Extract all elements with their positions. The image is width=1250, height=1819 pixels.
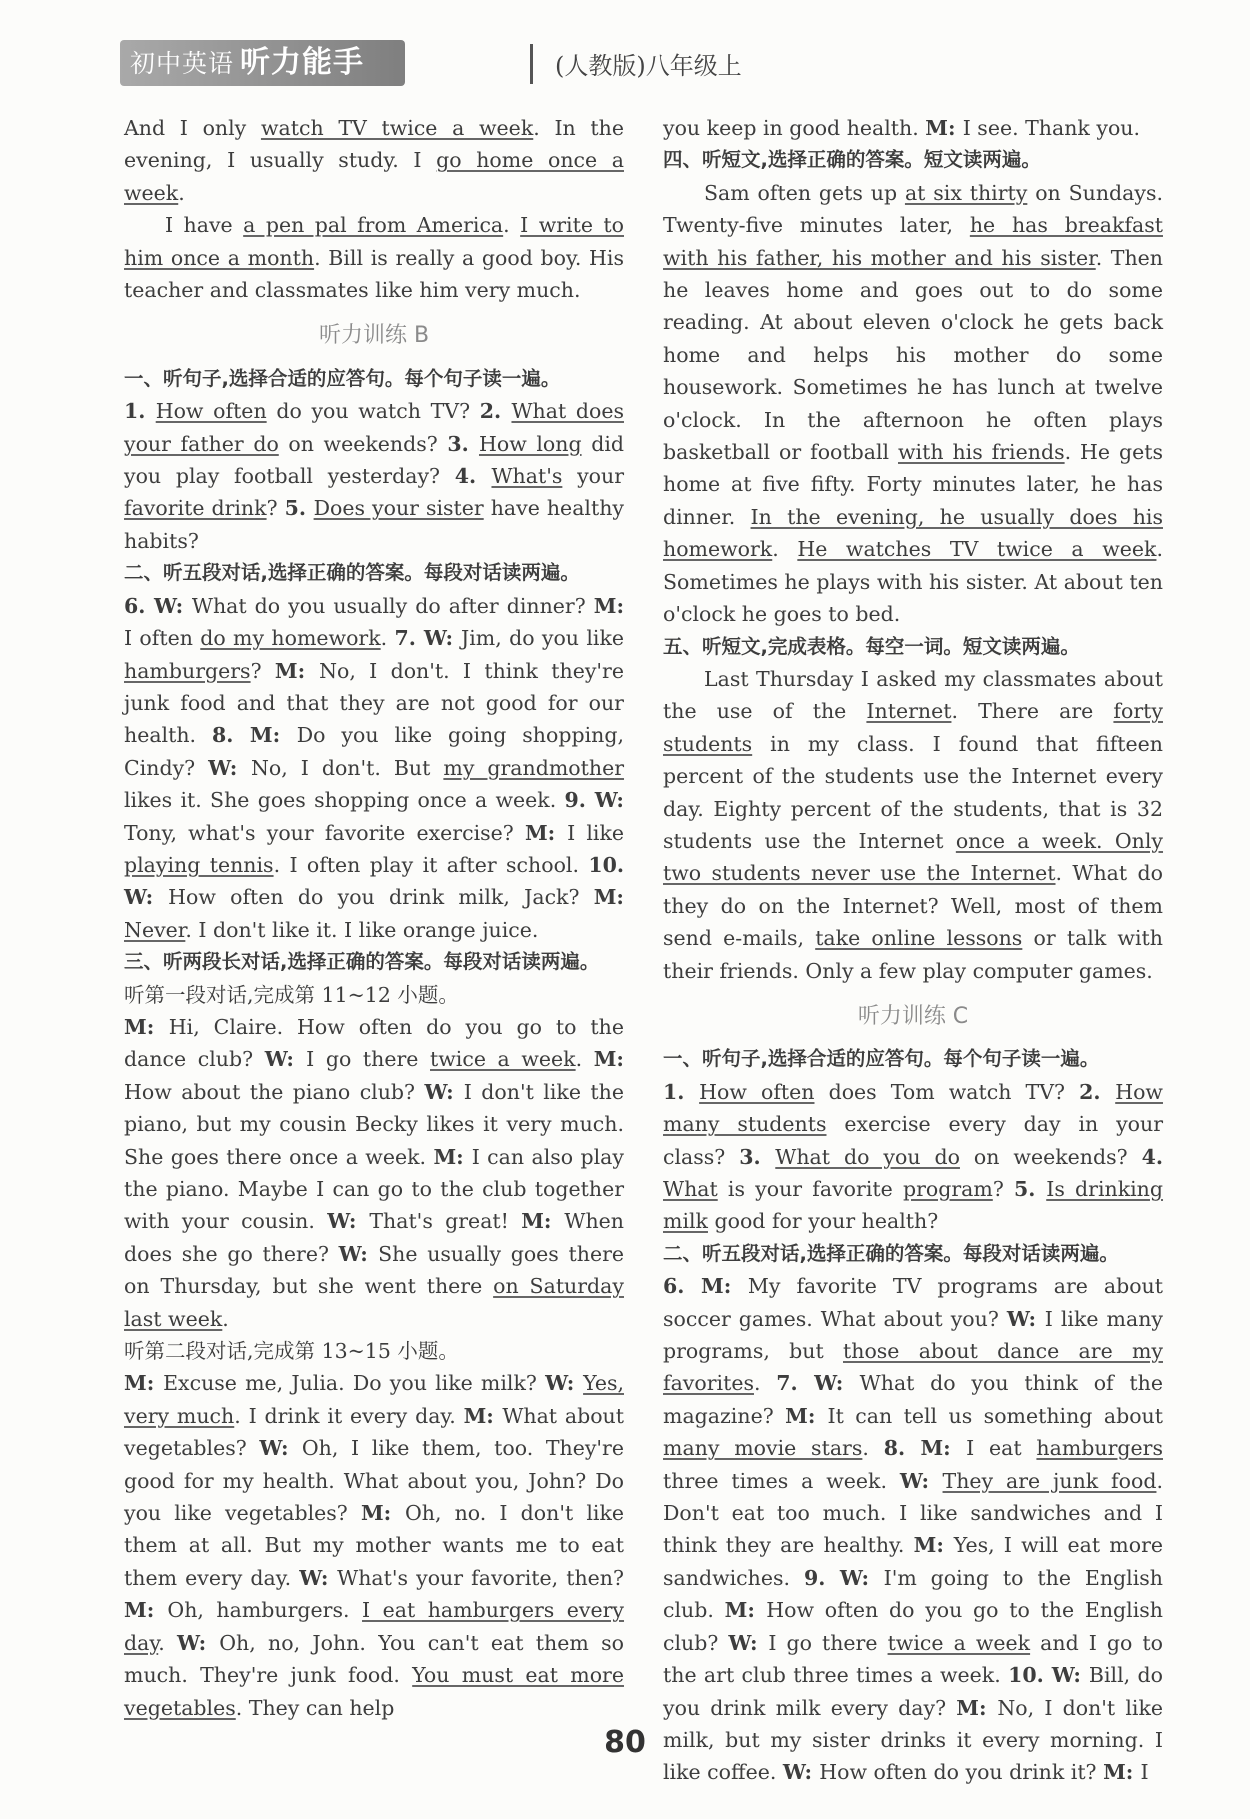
underlined-answer: go home once a week — [124, 148, 624, 205]
underlined-answer: do my homework — [200, 626, 381, 651]
label: W: — [264, 1047, 307, 1072]
text-run: It can tell us something about — [827, 1403, 1163, 1428]
text-run: I like many programs, but — [663, 1306, 1163, 1364]
underlined-answer: once a week. Only two students never use the Internet — [663, 828, 1164, 886]
underlined-answer: forty students — [663, 699, 1163, 756]
question-title: 二、听五段对话,选择正确的答案。每段对话读两遍。 — [663, 1241, 1119, 1265]
text-run: I have — [165, 213, 244, 238]
label: M: — [524, 820, 568, 845]
text-run: . In the evening, I usually study. I — [124, 116, 624, 173]
text-run: did you play football yesterday? — [124, 431, 624, 489]
text-run: likes it. She goes shopping once a week. — [124, 788, 565, 813]
underlined-answer: those about dance are my favorites — [663, 1339, 1163, 1396]
text-run: I often — [124, 626, 201, 651]
text-run: in my class. I found that fifteen percent of the students use the Internet every day. Eighty percent of the students, that is 32 students use the Internet — [663, 731, 1163, 853]
label: 8. M: — [883, 1436, 967, 1461]
right-column — [663, 112, 1163, 1789]
label: 3. — [739, 1144, 776, 1169]
text-run: and I go to the art club three times a week. — [663, 1630, 1164, 1688]
underlined-answer: at six thirty — [904, 180, 1028, 205]
label: 4. — [1141, 1144, 1164, 1169]
label: W: — [259, 1436, 302, 1461]
underlined-answer: You must eat more vegetables — [124, 1663, 624, 1720]
page-header — [120, 40, 1130, 88]
underlined-answer: with his friends — [898, 440, 1065, 465]
text-run: . — [158, 1630, 178, 1655]
text-run: I'm going to the English club. — [663, 1565, 1164, 1623]
text-run: . They can help — [235, 1695, 395, 1720]
text-run: . Then he leaves home and goes out to do some reading. At about eleven o'clock he gets back home and helps his mother do some housework. Sometimes he has lunch at twelve o'clock. In the afternoon he often plays basketball or football — [663, 245, 1163, 465]
underlined-answer: What — [663, 1177, 718, 1201]
label: M: — [1103, 1760, 1141, 1785]
underlined-answer: he has breakfast with his father, his mother and his sister — [663, 213, 1163, 270]
text-run: . I don't like it. I like orange juice. — [185, 917, 539, 942]
brand-badge — [120, 40, 405, 86]
underlined-answer: Internet — [866, 699, 952, 724]
text-run: do you watch TV? — [266, 399, 480, 424]
underlined-answer: many movie stars — [663, 1436, 863, 1461]
label: M: — [521, 1209, 565, 1234]
text-run: ? — [266, 496, 285, 521]
text-run: good for your health? — [707, 1209, 939, 1234]
text-run: three times a week. — [663, 1468, 900, 1493]
text-run: How often do you drink milk, Jack? — [168, 885, 594, 910]
brand-big: 听力能手 — [240, 45, 365, 80]
underlined-answer: I write to him once a month — [124, 213, 624, 270]
label: 3. — [447, 431, 479, 456]
text-run: Last Thursday I asked my classmates about the use of the — [663, 666, 1163, 724]
underlined-answer: program — [902, 1177, 993, 1201]
text-run: you keep in good health. — [663, 116, 926, 140]
brand-small: 初中英语 — [130, 49, 235, 78]
text-run: . Sometimes he plays with his sister. At about ten o'clock he goes to bed. — [663, 537, 1163, 627]
text-run: is your favorite — [717, 1177, 903, 1201]
question-title: 一、听句子,选择合适的应答句。每个句子读一遍。 — [124, 366, 561, 390]
question-title: 一、听句子,选择合适的应答句。每个句子读一遍。 — [663, 1047, 1100, 1071]
text-run: . He gets home at five fifty. Forty minutes later, he has dinner. — [663, 440, 1163, 529]
label: M: — [956, 1695, 998, 1720]
label: M: — [913, 1533, 954, 1558]
text-run: Oh, no. I don't like them at all. But my mother wants me to eat them every day. — [124, 1501, 624, 1590]
label: 6. M: — [663, 1274, 748, 1299]
text-run: How often do you drink it? — [819, 1760, 1104, 1785]
label: W: — [177, 1630, 220, 1655]
underlined-answer: take online lessons — [815, 926, 1023, 951]
label: W: — [1006, 1306, 1045, 1331]
text-run: What about vegetables? — [124, 1403, 624, 1461]
text-run: How about the piano club? — [124, 1079, 425, 1104]
text-run: . — [222, 1306, 229, 1331]
underlined-answer: Never — [124, 917, 186, 942]
text-run: does Tom watch TV? — [814, 1079, 1080, 1104]
text-run: Excuse me, Julia. Do you like milk? — [163, 1371, 546, 1396]
underlined-answer: favorite drink — [124, 496, 267, 521]
text-run: She usually goes there on Thursday, but she went there — [124, 1241, 625, 1299]
text-run: . — [178, 180, 185, 205]
text-run: I see. Thank you. — [962, 116, 1141, 140]
label: W: — [545, 1371, 584, 1396]
text-run: Oh, no, John. You can't eat them so much. They're junk food. — [124, 1630, 624, 1688]
label: 2. — [1079, 1079, 1116, 1104]
underlined-answer: twice a week — [887, 1630, 1031, 1655]
underlined-answer: playing tennis — [124, 852, 274, 877]
question-text — [124, 395, 624, 557]
text-run: ? — [992, 1177, 1014, 1201]
text-run: I — [1140, 1760, 1149, 1785]
text-run: . I often play it after school. — [273, 852, 589, 877]
underlined-answer: What does your father do — [124, 399, 624, 456]
label: 2. — [479, 399, 512, 424]
label: M: — [274, 658, 320, 683]
label: M: — [785, 1403, 828, 1428]
label: M: — [463, 1403, 503, 1428]
text-run: I can also play the piano. Maybe I can go to the club together with your cousin. — [124, 1144, 624, 1234]
label: 7. W: — [394, 626, 462, 651]
passage-text — [663, 177, 1163, 631]
text-run: What's your favorite, then? — [337, 1565, 624, 1590]
underlined-answer: What do you do — [775, 1144, 960, 1169]
text-run: on weekends? — [959, 1144, 1142, 1169]
label: W: — [728, 1630, 769, 1655]
text-run: Jim, do you like — [461, 626, 624, 651]
label: M: — [433, 1144, 472, 1169]
section-title-c: 听力训练 C — [857, 1003, 969, 1029]
question-title: 二、听五段对话,选择正确的答案。每段对话读两遍。 — [124, 561, 580, 585]
text-run: I eat — [966, 1436, 1037, 1461]
text-run: When does she go there? — [124, 1209, 624, 1266]
label: M: — [124, 1598, 168, 1623]
label: 9. W: — [803, 1565, 884, 1590]
header-divider — [530, 44, 533, 84]
label: 1. — [124, 399, 156, 424]
sub-instruction: 听第二段对话,完成第 13~15 小题。 — [124, 1339, 459, 1364]
underlined-answer: How often — [155, 399, 267, 424]
label: M: — [360, 1501, 405, 1526]
underlined-answer: In the evening, he usually does his homework — [663, 504, 1163, 562]
text-run: Sam often gets up — [704, 180, 905, 205]
text-run: What do you think of the magazine? — [663, 1371, 1163, 1428]
text-run: Oh, hamburgers. — [167, 1598, 363, 1623]
underlined-answer: hamburgers — [1036, 1436, 1163, 1461]
label: M: — [724, 1598, 767, 1623]
label: 7. W: — [776, 1371, 860, 1396]
dialogue-text — [124, 1011, 624, 1335]
text-run: I go there — [306, 1047, 430, 1072]
text-run: I like — [567, 820, 625, 845]
underlined-answer: Is drinking milk — [663, 1177, 1164, 1234]
dialogue-text — [663, 1270, 1163, 1789]
text-run: Hi, Claire. How often do you go to the dance club? — [124, 1014, 624, 1072]
label: W: — [338, 1241, 379, 1266]
text-run: And I only — [124, 116, 261, 140]
text-run: Yes, I will eat more sandwiches. — [663, 1533, 1163, 1590]
label: W: — [299, 1565, 338, 1590]
text-run: exercise every day in your class? — [663, 1112, 1164, 1169]
text-run: What do you usually do after dinner? — [191, 593, 594, 618]
section-title-b: 听力训练 B — [318, 323, 430, 349]
question-text — [663, 1076, 1163, 1238]
underlined-answer: twice a week — [430, 1047, 576, 1072]
sub-instruction: 听第一段对话,完成第 11~12 小题。 — [124, 982, 459, 1007]
underlined-answer: a pen pal from America — [243, 213, 504, 238]
question-title: 五、听短文,完成表格。每空一词。短文读两遍。 — [663, 634, 1080, 658]
text-run: How often do you go to the English club? — [663, 1598, 1163, 1655]
question-title: 四、听短文,选择正确的答案。短文读两遍。 — [663, 148, 1041, 172]
label: 10. W: — [1008, 1663, 1089, 1688]
edition-label: (人教版)八年级上 — [555, 52, 742, 80]
label: 10. W: — [124, 852, 625, 910]
text-run: Tony, what's your favorite exercise? — [124, 820, 525, 845]
label: M: — [124, 1371, 164, 1396]
label: 1. — [663, 1079, 700, 1104]
text-run: on weekends? — [278, 431, 448, 456]
label: 6. W: — [124, 593, 192, 618]
text-run: Bill, do you drink milk every day? — [663, 1663, 1163, 1720]
text-run: . — [772, 537, 798, 562]
passage-text — [663, 663, 1163, 987]
underlined-answer: How long — [478, 431, 582, 456]
text-run: . — [862, 1436, 884, 1461]
label: W: — [899, 1468, 943, 1493]
label: W: — [208, 755, 251, 780]
text-run: That's great! — [369, 1209, 522, 1234]
underlined-answer: hamburgers — [124, 658, 251, 683]
underlined-answer: They are junk food — [942, 1468, 1157, 1493]
paragraph — [663, 112, 1163, 144]
text-run: No, I don't. But — [250, 755, 444, 780]
paragraph — [124, 209, 624, 306]
text-run: My favorite TV programs are about soccer games. What about you? — [663, 1274, 1163, 1331]
text-run: . Don't eat too much. I like sandwiches and I think they are healthy. — [663, 1468, 1163, 1558]
text-run: Oh, I like them, too. They're good for my health. What about you, John? Do you like vegetables? — [124, 1436, 624, 1526]
text-run: . — [753, 1371, 777, 1396]
label: M: — [925, 116, 963, 140]
underlined-answer: How often — [699, 1079, 815, 1104]
underlined-answer: watch TV twice a week — [260, 116, 534, 140]
label: 4. — [454, 464, 492, 489]
underlined-answer: Yes, very much — [124, 1371, 624, 1428]
text-run: No, I don't. I think they're junk food and that they are not good for our health. — [124, 658, 624, 748]
underlined-answer: on Saturday last week — [124, 1274, 624, 1331]
underlined-answer: my grandmother — [443, 755, 625, 780]
text-run: . What do they do on the Internet? Well, most of them send e-mails, — [663, 861, 1163, 951]
label: M: — [124, 1014, 169, 1039]
label: W: — [782, 1760, 820, 1785]
text-run: Do you like going shopping, Cindy? — [124, 723, 624, 780]
text-run: ? — [250, 658, 275, 683]
dialogue-text — [124, 1367, 624, 1723]
label: M: — [593, 1047, 624, 1072]
label: M: — [593, 593, 625, 618]
text-run: on Sundays. Twenty-five minutes later, — [663, 180, 1163, 238]
underlined-answer: I eat hamburgers every day — [124, 1598, 625, 1655]
text-run: . Bill is really a good boy. His teacher and classmates like him very much. — [124, 245, 625, 303]
left-column — [124, 112, 624, 1724]
label: 8. M: — [211, 723, 297, 748]
text-run: . — [380, 626, 395, 651]
question-text — [124, 590, 624, 946]
text-run: have healthy habits? — [124, 496, 624, 553]
text-run: or talk with their friends. Only a few play computer games. — [663, 926, 1163, 983]
label: M: — [593, 885, 624, 910]
label: 9. W: — [564, 788, 624, 813]
underlined-answer: Does your sister — [313, 496, 484, 521]
text-run: No, I don't like milk, but my sister drinks it every morning. I like coffee. — [663, 1695, 1163, 1785]
text-run: . There are — [951, 699, 1114, 724]
label: W: — [424, 1079, 464, 1104]
text-run: . — [503, 213, 521, 238]
underlined-answer: What's — [491, 464, 563, 489]
paragraph — [124, 112, 624, 209]
text-run: . — [575, 1047, 594, 1072]
text-run: I go there — [768, 1630, 888, 1655]
text-run: . I drink it every day. — [234, 1403, 464, 1428]
label: 5. — [1014, 1177, 1047, 1201]
question-title: 三、听两段长对话,选择正确的答案。每段对话读两遍。 — [124, 950, 600, 974]
page-number: 80 — [604, 1725, 646, 1760]
label: W: — [327, 1209, 370, 1234]
label: 5. — [284, 496, 314, 521]
underlined-answer: How many students — [663, 1079, 1163, 1137]
text-run: I don't like the piano, but my cousin Becky likes it very much. She goes there once a week. — [124, 1079, 624, 1169]
underlined-answer: He watches TV twice a week — [797, 537, 1157, 562]
text-run: your — [562, 464, 624, 489]
